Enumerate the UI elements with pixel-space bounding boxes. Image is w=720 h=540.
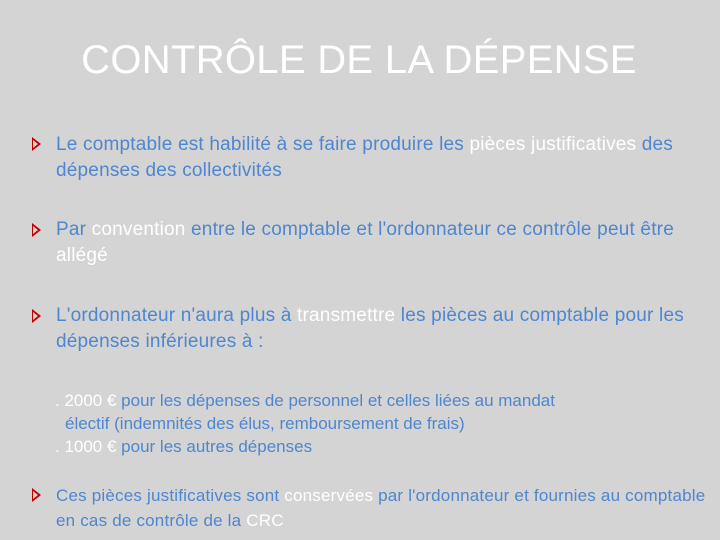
- threshold-amount: . 2000 €: [55, 391, 117, 410]
- bullet-text-part: Le comptable est habilité à se faire produire les: [56, 134, 470, 155]
- bullet-text-part: des dépenses des collectivités: [56, 134, 673, 181]
- bullet-highlight: CRC: [246, 511, 284, 530]
- threshold-continuation: électif (indemnités des élus, remboursement de frais): [65, 414, 465, 433]
- threshold-text: pour les dépenses de personnel et celles liées au mandat: [116, 391, 555, 410]
- bullet-text-part: les pièces au comptable pour les dépenses inférieures à :: [56, 305, 684, 352]
- bullet-text-part: L'ordonnateur n'aura plus à: [56, 305, 298, 326]
- bullet-highlight: pièces justificatives: [469, 134, 637, 155]
- bullet-highlight: conservées: [284, 486, 374, 505]
- bullet-highlight: transmettre: [297, 305, 396, 326]
- threshold-item: [55, 435, 695, 458]
- slide-title: CONTRÔLE DE LA DÉPENSE: [81, 38, 637, 82]
- bullet-arrow-icon: [32, 309, 41, 323]
- bullet-text: [56, 303, 706, 355]
- bullet-text: [56, 483, 706, 533]
- bullet-text-part: par l'ordonnateur et fournies au comptable en cas de contrôle de la: [56, 486, 706, 530]
- threshold-text: pour les autres dépenses: [116, 437, 313, 456]
- threshold-list: [55, 389, 695, 458]
- threshold-amount: . 1000 €: [55, 437, 117, 456]
- bullet-highlight: convention: [91, 219, 186, 240]
- bullet-arrow-icon: [32, 488, 41, 502]
- bullet-arrow-icon: [32, 223, 41, 237]
- bullet-text: [56, 132, 706, 184]
- bullet-arrow-icon: [32, 137, 41, 151]
- bullet-text-part: entre le comptable et l'ordonnateur ce contrôle peut être: [185, 219, 674, 240]
- bullet-highlight: allégé: [56, 245, 108, 266]
- bullet-text-part: Ces pièces justificatives sont: [56, 486, 285, 505]
- bullet-text-part: Par: [56, 219, 92, 240]
- threshold-item: [55, 389, 695, 435]
- bullet-text: [56, 217, 706, 269]
